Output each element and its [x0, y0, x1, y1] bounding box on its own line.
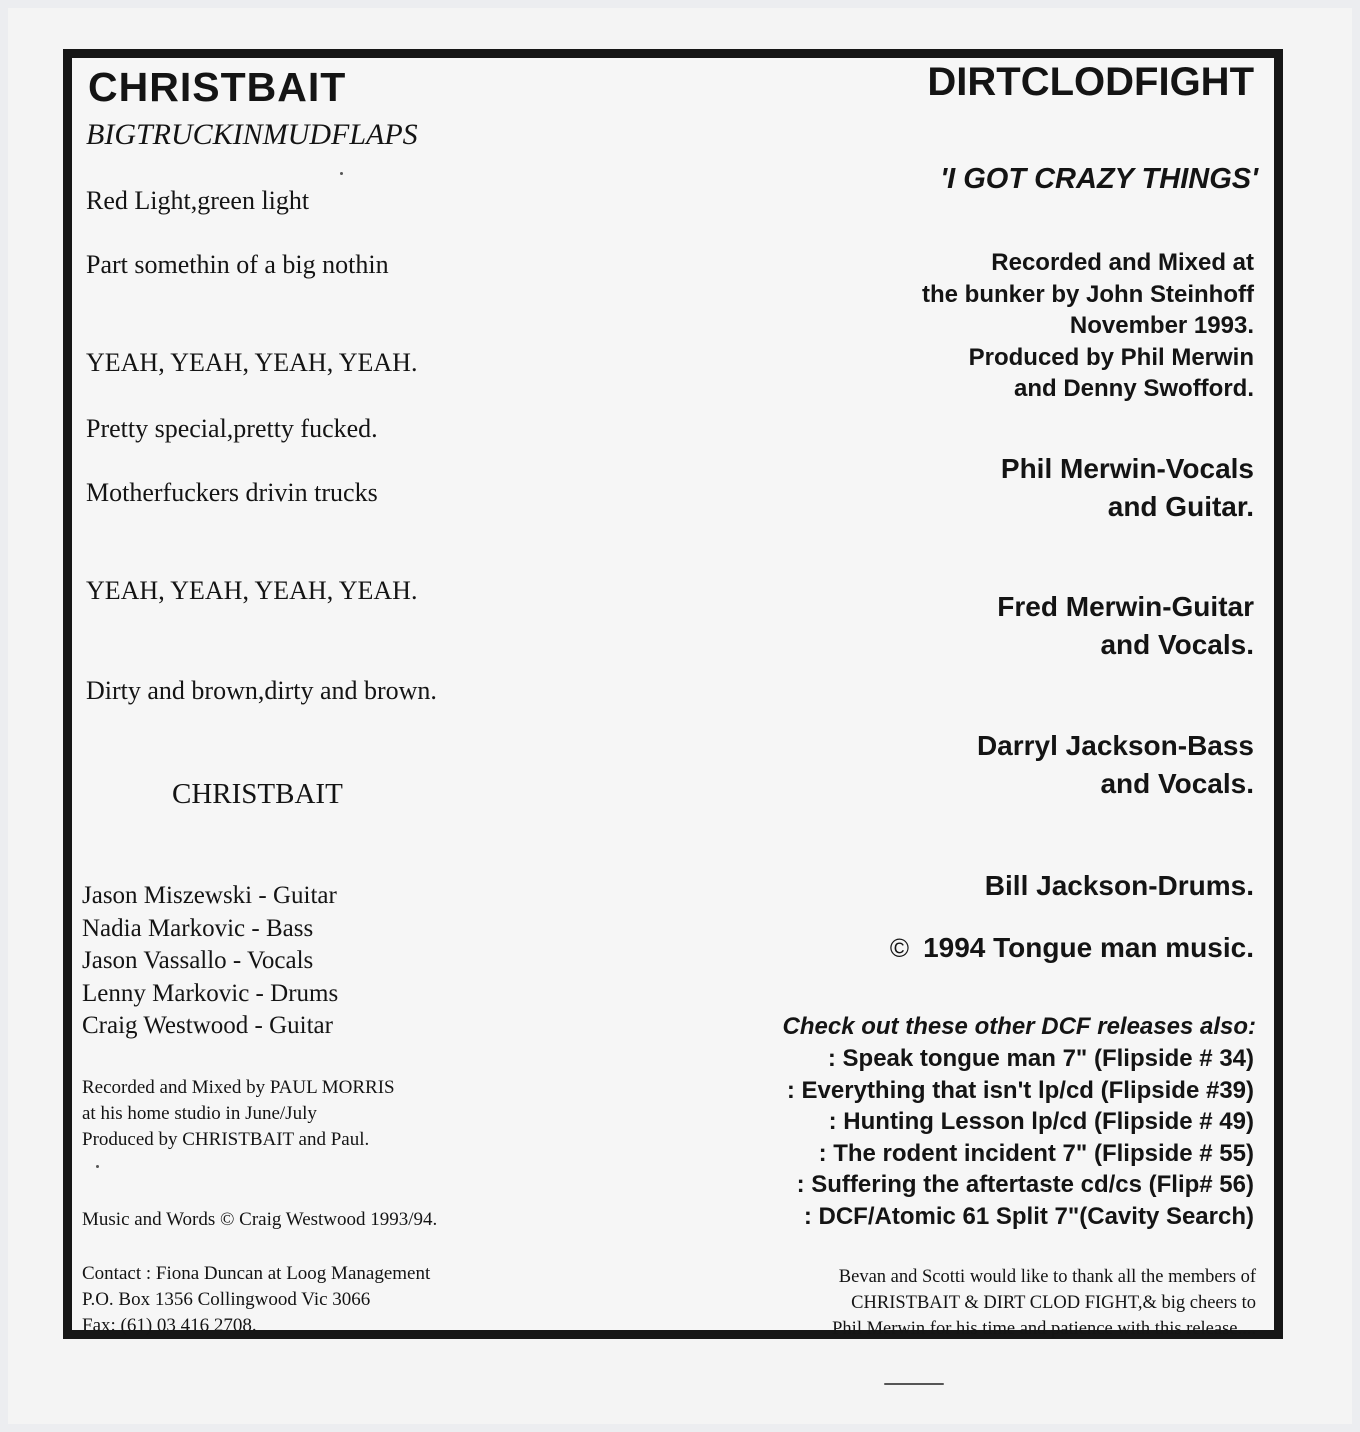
lineup-line: Fred Merwin-Guitar: [997, 591, 1254, 622]
lyric-line: YEAH, YEAH, YEAH, YEAH.: [86, 348, 418, 377]
release-item: : DCF/Atomic 61 Split 7"(Cavity Search): [803, 1202, 1254, 1230]
releases-heading: Check out these other DCF releases also:: [782, 1013, 1256, 1040]
band-member: Lenny Markovic - Drums: [82, 979, 339, 1007]
music-words-credit: Music and Words © Craig Westwood 1993/94.: [82, 1209, 438, 1230]
lineup-line: and Guitar.: [1107, 491, 1254, 522]
lineup-line: and Vocals.: [1100, 768, 1254, 799]
release-item: : Everything that isn't lp/cd (Flipside #39): [786, 1076, 1254, 1104]
recording-credit: Recorded and Mixed by PAUL MORRIS: [82, 1077, 395, 1098]
copyright-text: 1994 Tongue man music.: [923, 932, 1254, 963]
contact-line: P.O. Box 1356 Collingwood Vic 3066: [82, 1289, 371, 1310]
lineup-line: Darryl Jackson-Bass: [976, 730, 1254, 761]
dirtclodfight-song-title: 'I GOT CRAZY THINGS': [940, 163, 1258, 195]
band-member: Jason Miszewski - Guitar: [82, 882, 337, 909]
recording-credit: November 1993.: [1069, 312, 1254, 339]
band-member: Jason Vassallo - Vocals: [82, 947, 314, 974]
lyric-line: Pretty special,pretty fucked.: [86, 414, 378, 443]
band-member: Craig Westwood - Guitar: [82, 1012, 333, 1039]
copyright-symbol: ©: [889, 933, 910, 963]
lineup-line: Phil Merwin-Vocals: [1000, 453, 1254, 484]
release-item: : Speak tongue man 7" (Flipside # 34): [827, 1045, 1254, 1072]
recording-credit: Produced by CHRISTBAIT and Paul.: [82, 1129, 370, 1150]
lyric-line: Red Light,green light: [86, 186, 310, 215]
thanks-note: [832, 1264, 1256, 1342]
dirtclodfight-heading: DIRTCLODFIGHT: [927, 60, 1254, 104]
recording-credit: Produced by Phil Merwin: [968, 343, 1254, 371]
lyric-line: Dirty and brown,dirty and brown.: [86, 676, 437, 705]
print-speck: [884, 1383, 944, 1385]
release-item: : Hunting Lesson lp/cd (Flipside # 49): [828, 1108, 1254, 1135]
christbait-band-name: CHRISTBAIT: [172, 778, 343, 810]
christbait-song-title: BIGTRUCKINMUDFLAPS: [86, 118, 418, 151]
print-speck: [96, 1165, 99, 1168]
thanks-line: CHRISTBAIT & DIRT CLOD FIGHT,& big cheers to: [851, 1293, 1256, 1313]
recording-credit: and Denny Swofford.: [1014, 375, 1254, 402]
recording-credit: the bunker by John Steinhoff: [921, 280, 1254, 308]
thanks-line: Phil Merwin for his time and patience with this release....: [832, 1319, 1256, 1339]
christbait-heading: CHRISTBAIT: [88, 64, 347, 110]
band-member: Nadia Markovic - Bass: [82, 914, 314, 942]
lineup-line: Bill Jackson-Drums.: [984, 870, 1254, 901]
recording-credit: at his home studio in June/July: [82, 1103, 317, 1124]
release-item: : The rodent incident 7" (Flipside # 55): [818, 1139, 1254, 1167]
lyric-line: Part somethin of a big nothin: [86, 250, 389, 279]
release-item: : Suffering the aftertaste cd/cs (Flip# 56): [796, 1171, 1254, 1198]
copyright-line: [890, 932, 1254, 964]
lyric-line: YEAH, YEAH, YEAH, YEAH.: [86, 576, 418, 605]
lineup-line: and Vocals.: [1100, 629, 1254, 660]
lyric-line: Motherfuckers drivin trucks: [86, 478, 378, 507]
thanks-line: Bevan and Scotti would like to thank all the members of: [838, 1267, 1256, 1287]
contact-line: Contact : Fiona Duncan at Loog Management: [82, 1263, 431, 1284]
contact-line: Fax: (61) 03 416 2708.: [82, 1315, 257, 1336]
print-speck: [340, 172, 343, 175]
recording-credit: Recorded and Mixed at: [991, 249, 1254, 276]
